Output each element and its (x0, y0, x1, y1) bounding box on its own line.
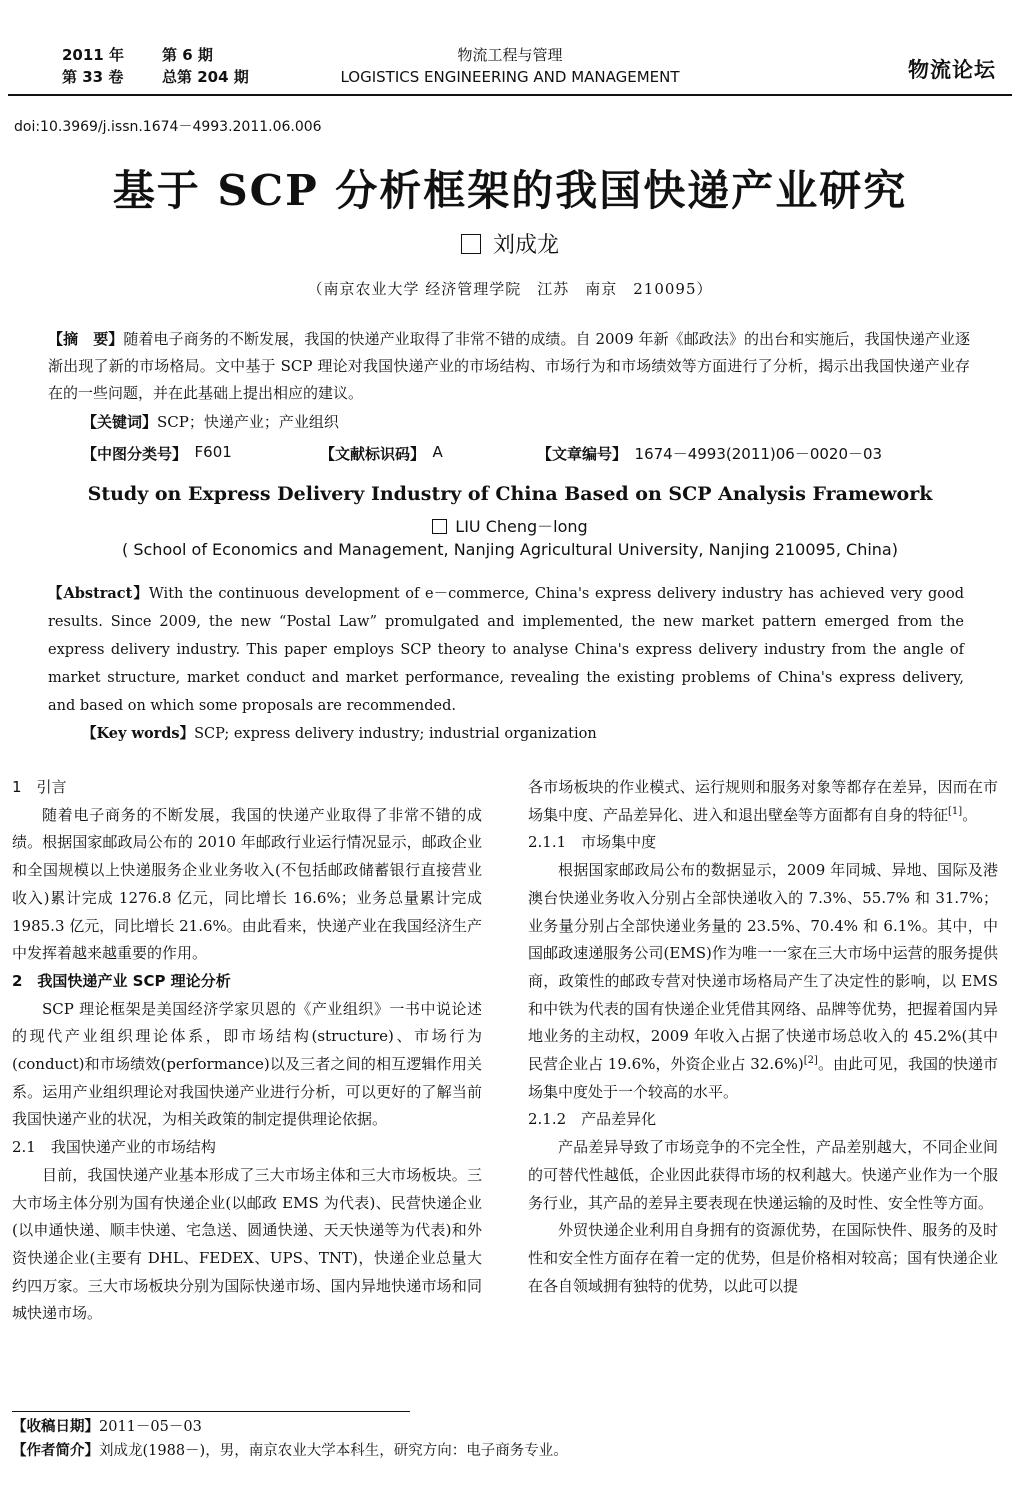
received-label: 【收稿日期】 (12, 1418, 99, 1435)
received-date: 2011－05－03 (99, 1419, 202, 1435)
section-heading-scp: 2 我国快递产业 SCP 理论分析 (12, 971, 231, 990)
year: 2011 年 (62, 46, 124, 64)
paragraph-text: 根据国家邮政局公布的数据显示，2009 年同城、异地、国际及港澳台快递业务收入分别占全部快递收入的 7.3%、55.7% 和 31.7%；业务量分别占全部快递业务量的 23.5%、70.4% 和 6.1%。其中，中国邮政速递服务公司(EMS)作为唯一一家在三大市场中运营的服务提供商，政策性的邮政专营对快递市场格局产生了决定性的影响，以 EMS 和中铁为代表的国有快递企业凭借其网络、品牌等优势，把握着国内异地业务的主动权，2009 年收入占据了快递市场总收入的 45.2%(其中民营企业占 19.6%，外资企业占 32.6%) (528, 861, 998, 1074)
english-keywords (82, 722, 597, 743)
journal-name-en: LOGISTICS ENGINEERING AND MANAGEMENT (340, 68, 680, 86)
body-right-column (528, 774, 998, 1300)
english-abstract (48, 580, 964, 720)
citation-ref: [1] (948, 805, 963, 817)
english-abstract-text: With the continuous development of e－commerce, China's express delivery industry has achieved very good results. Since 2009, the new “Postal Law” promulgated and implemented, the new market pattern emerged from the express delivery industry. This paper employs SCP theory to analyse China's express delivery industry from the angle of market structure, market conduct and market performance, revealing the existing problems of China's express delivery, and based on which some proposals are recommended. (48, 586, 965, 714)
clc-value: F601 (194, 443, 232, 461)
paragraph: 随着电子商务的不断发展，我国的快递产业取得了非常不错的成绩。根据国家邮政局公布的 2010 年邮政行业运行情况显示，邮政企业和全国规模以上快递服务企业业务收入(不包括邮政储蓄银行直接营业收入)累计完成 1276.8 亿元，同比增长 16.6%；业务总量累计完成 1985.3 亿元，同比增长 21.6%。由此看来，快递产业在我国经济生产中发挥着越来越重要的作用。 (12, 805, 482, 963)
issue-info (62, 44, 249, 88)
issue: 第 6 期 (162, 46, 213, 64)
abstract-cn-text: 随着电子商务的不断发展，我国的快递产业取得了非常不错的成绩。自 2009 年新《邮政法》的出台和实施后，我国快递产业逐渐出现了新的市场格局。文中基于 SCP 理论对我国快递产业的市场结构、市场行为和市场绩效等方面进行了分析，揭示出我国快递产业存在的一些问题，并在此基础上提出相应的建议。 (48, 330, 970, 402)
keywords-cn (82, 411, 339, 432)
abstract-cn (48, 326, 970, 407)
body-left-column (12, 774, 482, 1328)
footnote-divider (12, 1411, 410, 1412)
article-number-value: 1674－4993(2011)06－0020－03 (634, 445, 883, 463)
citation-ref: [2] (803, 1055, 818, 1067)
total-issue: 总第 204 期 (162, 68, 249, 86)
subsection-heading: 2.1 我国快递产业的市场结构 (12, 1138, 216, 1157)
author-bio-label: 【作者简介】 (12, 1442, 99, 1459)
paragraph (528, 774, 998, 829)
english-title: Study on Express Delivery Industry of China Based on SCP Analysis Framework (87, 483, 933, 505)
author-line (0, 228, 1020, 259)
author-box-icon-en (432, 519, 447, 534)
affiliation: （南京农业大学 经济管理学院 江苏 南京 210095） (307, 280, 713, 298)
article-number-label: 【文章编号】 (537, 445, 620, 463)
english-keywords-text: SCP; express delivery industry; industrial organization (194, 726, 597, 742)
doc-code-value: A (432, 443, 443, 461)
paragraph: 外贸快递企业利用自身拥有的资源优势，在国际快件、服务的及时性和安全性方面存在着一定的优势，但是价格相对较高；国有快递企业在各自领域拥有独特的优势，以此可以提 (528, 1221, 998, 1295)
author-name: 刘成龙 (492, 233, 559, 258)
paragraph: 产品差异导致了市场竞争的不完全性，产品差别越大，不同企业间的可替代性越低，企业因此获得市场的权利越大。快递产业作为一个服务行业，其产品的差异主要表现在快递运输的及时性、安全性等方面。 (528, 1138, 998, 1212)
doi: doi:10.3969/j.issn.1674－4993.2011.06.006 (14, 119, 322, 135)
english-abstract-label: 【Abstract】 (48, 585, 149, 602)
clc-label: 【中图分类号】 (82, 445, 180, 463)
paragraph-end: 。由此可见，我国的快递市场集中度处于一个较高的水平。 (528, 1055, 998, 1101)
journal-name-cn: 物流工程与管理 (457, 46, 563, 64)
section-heading-intro: 1 引言 (12, 778, 67, 796)
abstract-cn-label: 【摘 要】 (48, 330, 124, 348)
footnote (12, 1415, 568, 1463)
volume: 第 33 卷 (62, 68, 124, 86)
doc-code-label: 【文献标识码】 (320, 445, 418, 463)
subsection-heading: 2.1.2 产品差异化 (528, 1110, 657, 1129)
paragraph (528, 857, 998, 1106)
section-label: 物流论坛 (908, 58, 996, 82)
english-author: LIU Cheng－long (455, 517, 588, 536)
author-box-icon (461, 234, 481, 254)
english-keywords-label: 【Key words】 (82, 725, 195, 742)
paragraph-end: 。 (962, 805, 978, 824)
paragraph: SCP 理论框架是美国经济学家贝恩的《产业组织》一书中说论述的现代产业组织理论体系，即市场结构(structure)、市场行为(conduct)和市场绩效(performance)以及三者之间的相互逻辑作用关系。运用产业组织理论对我国快递产业进行分析，可以更好的了解当前我国快递产业的状况，为相关政策的制定提供理论依据。 (12, 999, 482, 1129)
paper-title: 基于 SCP 分析框架的我国快递产业研究 (112, 166, 908, 215)
journal-name (300, 44, 720, 88)
header-divider (8, 94, 1012, 96)
author-bio: 刘成龙(1988－)，男，南京农业大学本科生，研究方向：电子商务专业。 (99, 1443, 568, 1459)
english-author-line (0, 514, 1020, 537)
keywords-cn-text: SCP；快递产业；产业组织 (157, 413, 339, 431)
paragraph-text: 各市场板块的作业模式、运行规则和服务对象等都存在差异，因而在市场集中度、产品差异化、进入和退出壁垒等方面都有自身的特征 (528, 778, 998, 824)
subsection-heading: 2.1.1 市场集中度 (528, 833, 657, 852)
paragraph: 目前，我国快递产业基本形成了三大市场主体和三大市场板块。三大市场主体分别为国有快递企业(以邮政 EMS 为代表)、民营快递企业(以申通快递、顺丰快递、宅急送、圆通快递、天天快递等为代表)和外资快递企业(主要有 DHL、FEDEX、UPS、TNT)，快递企业总量大约四万家。三大市场板块分别为国际快递市场、国内异地快递市场和同城快递市场。 (12, 1165, 482, 1323)
english-affiliation: ( School of Economics and Management, Nanjing Agricultural University, Nanjing 210095, China) (122, 540, 898, 559)
keywords-cn-label: 【关键词】 (82, 413, 158, 431)
